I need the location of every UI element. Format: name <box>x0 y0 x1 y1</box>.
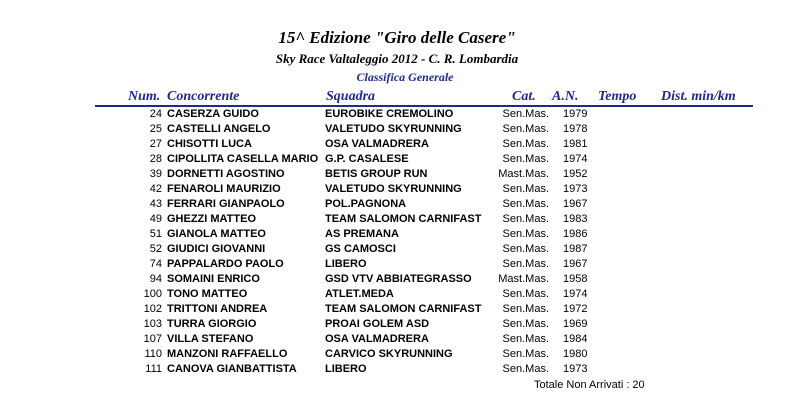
cell-num: 24 <box>149 108 162 120</box>
cell-concorrente: VILLA STEFANO <box>167 333 254 345</box>
cell-num: 51 <box>149 228 162 240</box>
cell-cat: Sen.Mas. <box>502 108 549 120</box>
cell-num: 94 <box>149 273 162 285</box>
cell-cat: Sen.Mas. <box>502 228 549 240</box>
page-subtitle: Sky Race Valtaleggio 2012 - C. R. Lombardia <box>275 51 519 66</box>
cell-concorrente: DORNETTI AGOSTINO <box>167 168 285 180</box>
cell-squadra: VALETUDO SKYRUNNING <box>325 183 462 195</box>
cell-an: 1987 <box>563 243 588 255</box>
totale-non-arrivati: Totale Non Arrivati : 20 <box>534 379 645 391</box>
cell-an: 1973 <box>563 363 588 375</box>
col-header-num: Num. <box>128 89 161 104</box>
cell-concorrente: TRITTONI ANDREA <box>167 303 268 315</box>
cell-squadra: GSD VTV ABBIATEGRASSO <box>325 273 472 285</box>
table-row <box>0 152 794 167</box>
cell-cat: Sen.Mas. <box>502 288 549 300</box>
cell-squadra: LIBERO <box>325 363 367 375</box>
cell-concorrente: SOMAINI ENRICO <box>167 273 260 285</box>
cell-cat: Mast.Mas. <box>498 168 549 180</box>
cell-an: 1958 <box>563 273 588 285</box>
table-row <box>0 362 794 377</box>
cell-concorrente: FENAROLI MAURIZIO <box>167 183 281 195</box>
cell-an: 1969 <box>563 318 588 330</box>
cell-cat: Sen.Mas. <box>502 303 549 315</box>
col-header-dist: Dist. min/km <box>661 89 736 104</box>
cell-an: 1972 <box>563 303 588 315</box>
cell-cat: Sen.Mas. <box>502 348 549 360</box>
cell-squadra: EUROBIKE CREMOLINO <box>325 108 454 120</box>
table-row <box>0 107 794 122</box>
table-row <box>0 212 794 227</box>
cell-squadra: VALETUDO SKYRUNNING <box>325 123 462 135</box>
cell-cat: Sen.Mas. <box>502 213 549 225</box>
cell-cat: Sen.Mas. <box>502 318 549 330</box>
cell-an: 1978 <box>563 123 588 135</box>
cell-num: 43 <box>149 198 162 210</box>
cell-concorrente: TURRA GIORGIO <box>167 318 257 330</box>
cell-concorrente: MANZONI RAFFAELLO <box>167 348 288 360</box>
table-row <box>0 242 794 257</box>
cell-cat: Sen.Mas. <box>502 198 549 210</box>
table-row <box>0 257 794 272</box>
cell-an: 1983 <box>563 213 588 225</box>
cell-concorrente: GIUDICI GIOVANNI <box>167 243 266 255</box>
cell-cat: Sen.Mas. <box>502 258 549 270</box>
table-row <box>0 287 794 302</box>
cell-an: 1979 <box>563 108 588 120</box>
cell-concorrente: CHISOTTI LUCA <box>167 138 252 150</box>
cell-an: 1974 <box>563 153 588 165</box>
col-header-cat: Cat. <box>512 89 536 104</box>
cell-concorrente: TONO MATTEO <box>167 288 248 300</box>
cell-concorrente: CASERZA GUIDO <box>167 108 259 120</box>
table-row <box>0 332 794 347</box>
cell-an: 1952 <box>563 168 588 180</box>
cell-num: 74 <box>149 258 162 270</box>
cell-an: 1981 <box>563 138 588 150</box>
table-row <box>0 182 794 197</box>
cell-num: 102 <box>143 303 162 315</box>
cell-squadra: POL.PAGNONA <box>325 198 407 210</box>
cell-an: 1967 <box>563 198 588 210</box>
cell-squadra: AS PREMANA <box>325 228 399 240</box>
col-header-tempo: Tempo <box>598 89 637 104</box>
cell-cat: Sen.Mas. <box>502 333 549 345</box>
table-row <box>0 272 794 287</box>
cell-num: 103 <box>143 318 162 330</box>
table-row <box>0 167 794 182</box>
table-row <box>0 347 794 362</box>
cell-concorrente: GHEZZI MATTEO <box>167 213 257 225</box>
cell-squadra: CARVICO SKYRUNNING <box>325 348 453 360</box>
cell-num: 39 <box>149 168 162 180</box>
col-header-squadra: Squadra <box>326 89 376 104</box>
cell-num: 107 <box>143 333 162 345</box>
cell-squadra: OSA VALMADRERA <box>325 138 429 150</box>
cell-an: 1980 <box>563 348 588 360</box>
cell-concorrente: CIPOLLITA CASELLA MARIO <box>167 153 319 165</box>
cell-num: 42 <box>149 183 162 195</box>
cell-concorrente: FERRARI GIANPAOLO <box>167 198 285 210</box>
cell-num: 110 <box>144 348 162 360</box>
cell-cat: Sen.Mas. <box>502 363 549 375</box>
cell-squadra: LIBERO <box>325 258 367 270</box>
cell-an: 1984 <box>563 333 588 345</box>
cell-cat: Sen.Mas. <box>502 153 549 165</box>
cell-an: 1974 <box>563 288 588 300</box>
cell-squadra: PROAI GOLEM ASD <box>325 318 430 330</box>
cell-an: 1967 <box>563 258 588 270</box>
col-header-concorrente: Concorrente <box>167 89 240 104</box>
cell-squadra: TEAM SALOMON CARNIFAST <box>325 213 482 225</box>
cell-an: 1986 <box>563 228 588 240</box>
cell-squadra: G.P. CASALESE <box>325 153 409 165</box>
col-header-an: A.N. <box>552 89 579 104</box>
cell-squadra: OSA VALMADRERA <box>325 333 429 345</box>
cell-concorrente: PAPPALARDO PAOLO <box>167 258 284 270</box>
cell-squadra: GS CAMOSCI <box>325 243 396 255</box>
results-table <box>0 107 794 377</box>
cell-cat: Sen.Mas. <box>502 243 549 255</box>
classifica-label: Classifica Generale <box>356 70 454 84</box>
table-row <box>0 197 794 212</box>
cell-num: 28 <box>149 153 162 165</box>
cell-squadra: BETIS GROUP RUN <box>325 168 428 180</box>
cell-cat: Mast.Mas. <box>498 273 549 285</box>
page-title: 15^ Edizione "Giro delle Casere" <box>278 28 516 47</box>
cell-cat: Sen.Mas. <box>502 123 549 135</box>
cell-squadra: ATLET.MEDA <box>325 288 394 300</box>
cell-concorrente: GIANOLA MATTEO <box>167 228 266 240</box>
cell-cat: Sen.Mas. <box>502 138 549 150</box>
table-row <box>0 137 794 152</box>
table-row <box>0 227 794 242</box>
cell-num: 100 <box>143 288 162 300</box>
cell-num: 27 <box>149 138 162 150</box>
table-row <box>0 302 794 317</box>
cell-num: 111 <box>145 363 162 375</box>
cell-num: 25 <box>149 123 162 135</box>
cell-cat: Sen.Mas. <box>502 183 549 195</box>
cell-concorrente: CANOVA GIANBATTISTA <box>167 363 297 375</box>
cell-num: 49 <box>149 213 162 225</box>
cell-num: 52 <box>149 243 162 255</box>
cell-an: 1973 <box>563 183 588 195</box>
table-row <box>0 317 794 332</box>
table-row <box>0 122 794 137</box>
cell-concorrente: CASTELLI ANGELO <box>167 123 271 135</box>
cell-squadra: TEAM SALOMON CARNIFAST <box>325 303 482 315</box>
